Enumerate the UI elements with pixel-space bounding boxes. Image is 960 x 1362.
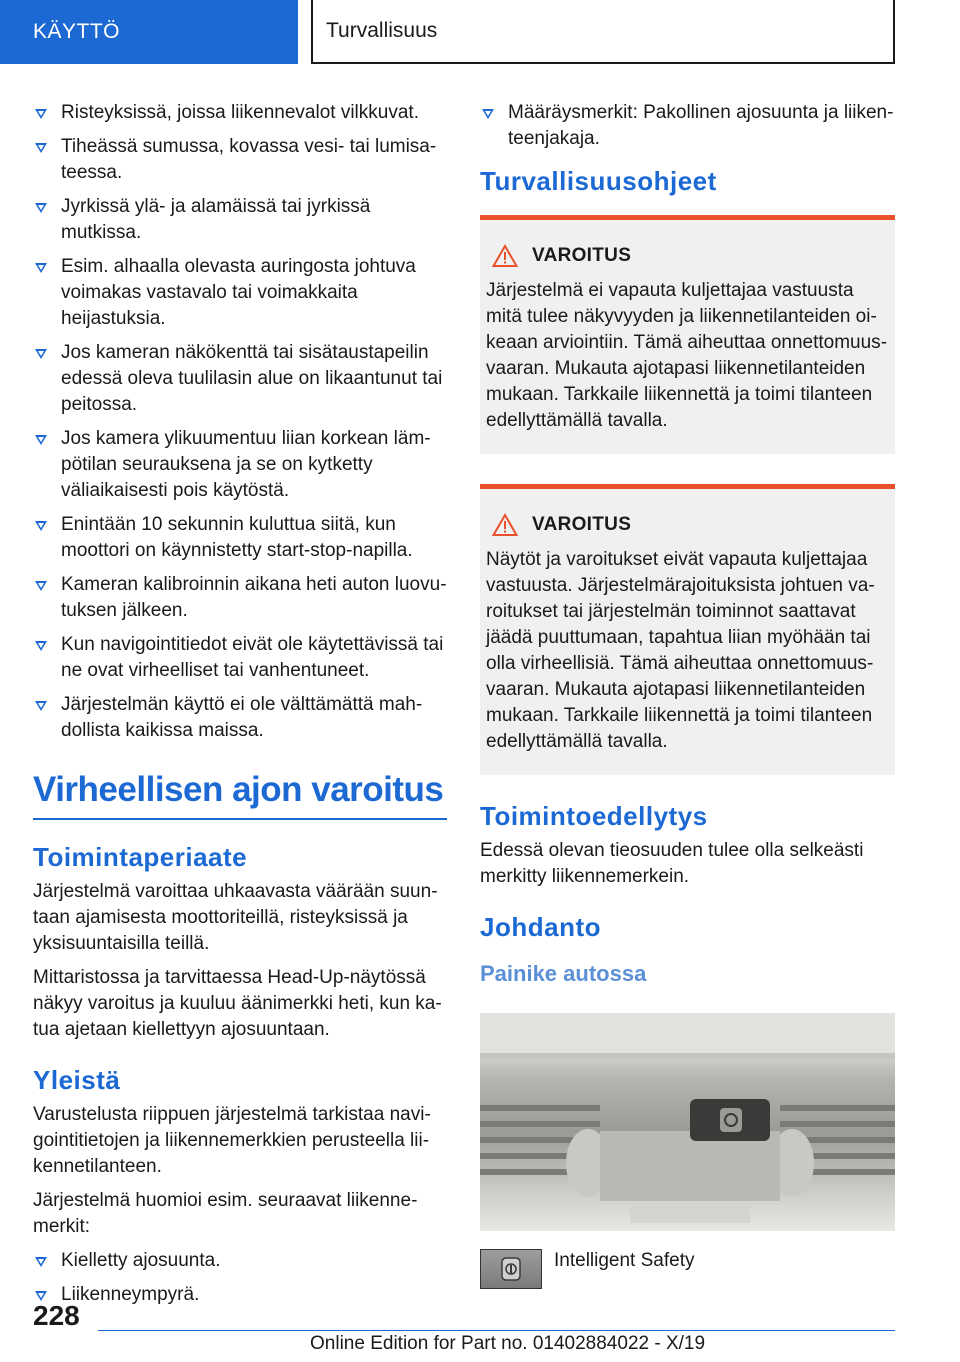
chapter-tab[interactable]	[0, 0, 298, 64]
intelligent-safety-button[interactable]	[480, 1249, 542, 1289]
section-title: Turvallisuus	[326, 19, 438, 42]
general-heading: Yleistä	[33, 1065, 121, 1095]
warning-label: VAROITUS	[532, 514, 632, 535]
right-column	[480, 100, 895, 1289]
button-subheading: Painike autossa	[480, 961, 647, 986]
edition-footer: Online Edition for Part no. 01402884022 - X/19	[310, 1333, 706, 1354]
button-legend	[480, 1249, 895, 1289]
list-item: Jos kameran näkökenttä tai sisätaustapeilin edessä oleva tuulilasin alue on likaantunut tai peitossa.	[33, 340, 447, 418]
list-item: Esim. alhaalla olevasta auringosta johtuva voimakas vastavalo tai voimakkaita heijastuksia.	[33, 254, 447, 332]
footer-divider	[98, 1330, 895, 1331]
list-item: Kameran kalibroinnin aikana heti auton luovutuksen jälkeen.	[33, 572, 447, 624]
requirement-heading: Toimintoedellytys	[480, 801, 708, 831]
list-item: Kielletty ajosuunta.	[33, 1248, 447, 1274]
warning-box	[480, 215, 895, 454]
conditions-list	[33, 100, 447, 744]
intelligent-safety-icon	[500, 1257, 522, 1281]
triangle-bullet-icon	[35, 641, 47, 651]
general-paragraph: Järjestelmä huomioi esim. seuraavat liikennemerkit:	[33, 1190, 418, 1237]
list-item: Kun navigointitiedot eivät ole käytettävissä tai ne ovat virheelliset tai vanhentuneet.	[33, 632, 447, 684]
list-item: Määräysmerkit: Pakollinen ajosuunta ja liikenteenjakaja.	[480, 100, 895, 152]
chapter-label: KÄYTTÖ	[33, 20, 121, 43]
signs-list	[33, 1248, 447, 1308]
triangle-bullet-icon	[35, 203, 47, 213]
triangle-bullet-icon	[35, 143, 47, 153]
button-label: Intelligent Safety	[554, 1250, 695, 1271]
list-item: Tiheässä sumussa, kovassa vesi- tai lumisateessa.	[33, 134, 447, 186]
principle-paragraph: Mittaristossa ja tarvittaessa Head-Up-näytössä näkyy varoitus ja kuuluu äänimerkki heti, kun katua ajetaan kiellettyyn ajosuuntaan.	[33, 967, 442, 1040]
warning-label: VAROITUS	[532, 245, 632, 266]
triangle-bullet-icon	[35, 349, 47, 359]
warning-box	[480, 484, 895, 775]
warning-triangle-icon	[492, 244, 518, 268]
general-paragraph: Varustelusta riippuen järjestelmä tarkistaa navigointitietojen ja liikennemerkkien perusteella liikennetilanteen.	[33, 1104, 431, 1177]
triangle-bullet-icon	[35, 701, 47, 711]
list-item: Liikenneympyrä.	[33, 1282, 447, 1308]
intro-heading: Johdanto	[480, 912, 601, 942]
warning-text: Näytöt ja varoitukset eivät vapauta kuljettajaa vastuusta. Järjestelmärajoituksista johtuen varoitukset tai järjestelmän toiminnot saattavat jäädä puuttumaan, tapahtua liian myöhään tai olla virheellisiä. Tämä aiheuttaa onnettomuusvaaran. Mukauta ajotapasi liikennetilanteiden mukaan. Tarkkaile liikennettä ja toimi tilanteen edellyttämällä tavalla.	[486, 549, 875, 752]
left-column	[33, 100, 447, 1316]
triangle-bullet-icon	[35, 435, 47, 445]
triangle-bullet-icon	[35, 581, 47, 591]
triangle-bullet-icon	[482, 109, 494, 119]
list-item: Järjestelmän käyttö ei ole välttämättä mahdollista kaikissa maissa.	[33, 692, 447, 744]
signs-list-continued	[480, 100, 895, 152]
warning-text: Järjestelmä ei vapauta kuljettajaa vastuusta mitä tulee näkyvyyden ja liikennetilanteiden oikeaan arviointiin. Tämä aiheuttaa onnettomuusvaaran. Mukauta ajotapasi liikennetilanteiden mukaan. Tarkkaile liikennettä ja toimi tilanteen edellyttämällä tavalla.	[486, 280, 888, 431]
triangle-bullet-icon	[35, 1257, 47, 1267]
list-item: Jos kamera ylikuumentuu liian korkean lämpötilan seurauksena ja se on kytketty väliaikaisesti pois käytöstä.	[33, 426, 447, 504]
list-item: Enintään 10 sekunnin kuluttua siitä, kun moottori on käynnistetty start-stop-napilla.	[33, 512, 447, 564]
safety-heading: Turvallisuusohjeet	[480, 166, 717, 196]
list-item: Risteyksissä, joissa liikennevalot vilkkuvat.	[33, 100, 447, 126]
requirement-paragraph: Edessä olevan tieosuuden tulee olla selkeästi merkitty liikennemerkein.	[480, 840, 864, 887]
chapter-heading: Virheellisen ajon varoitus	[33, 770, 447, 820]
warning-triangle-icon	[492, 513, 518, 537]
triangle-bullet-icon	[35, 521, 47, 531]
page-number: 228	[33, 1300, 80, 1331]
list-item: Jyrkissä ylä- ja alamäissä tai jyrkissä mutkissa.	[33, 194, 447, 246]
triangle-bullet-icon	[35, 263, 47, 273]
triangle-bullet-icon	[35, 109, 47, 119]
dashboard-photo	[480, 1013, 895, 1231]
dashboard-button-illustration	[480, 1013, 895, 1231]
section-title-box	[311, 0, 895, 64]
principle-paragraph: Järjestelmä varoittaa uhkaavasta väärään suuntaan ajamisesta moottoriteillä, risteyksissä ja yksisuuntaisilla teillä.	[33, 881, 438, 954]
principle-heading: Toimintaperiaate	[33, 842, 248, 872]
